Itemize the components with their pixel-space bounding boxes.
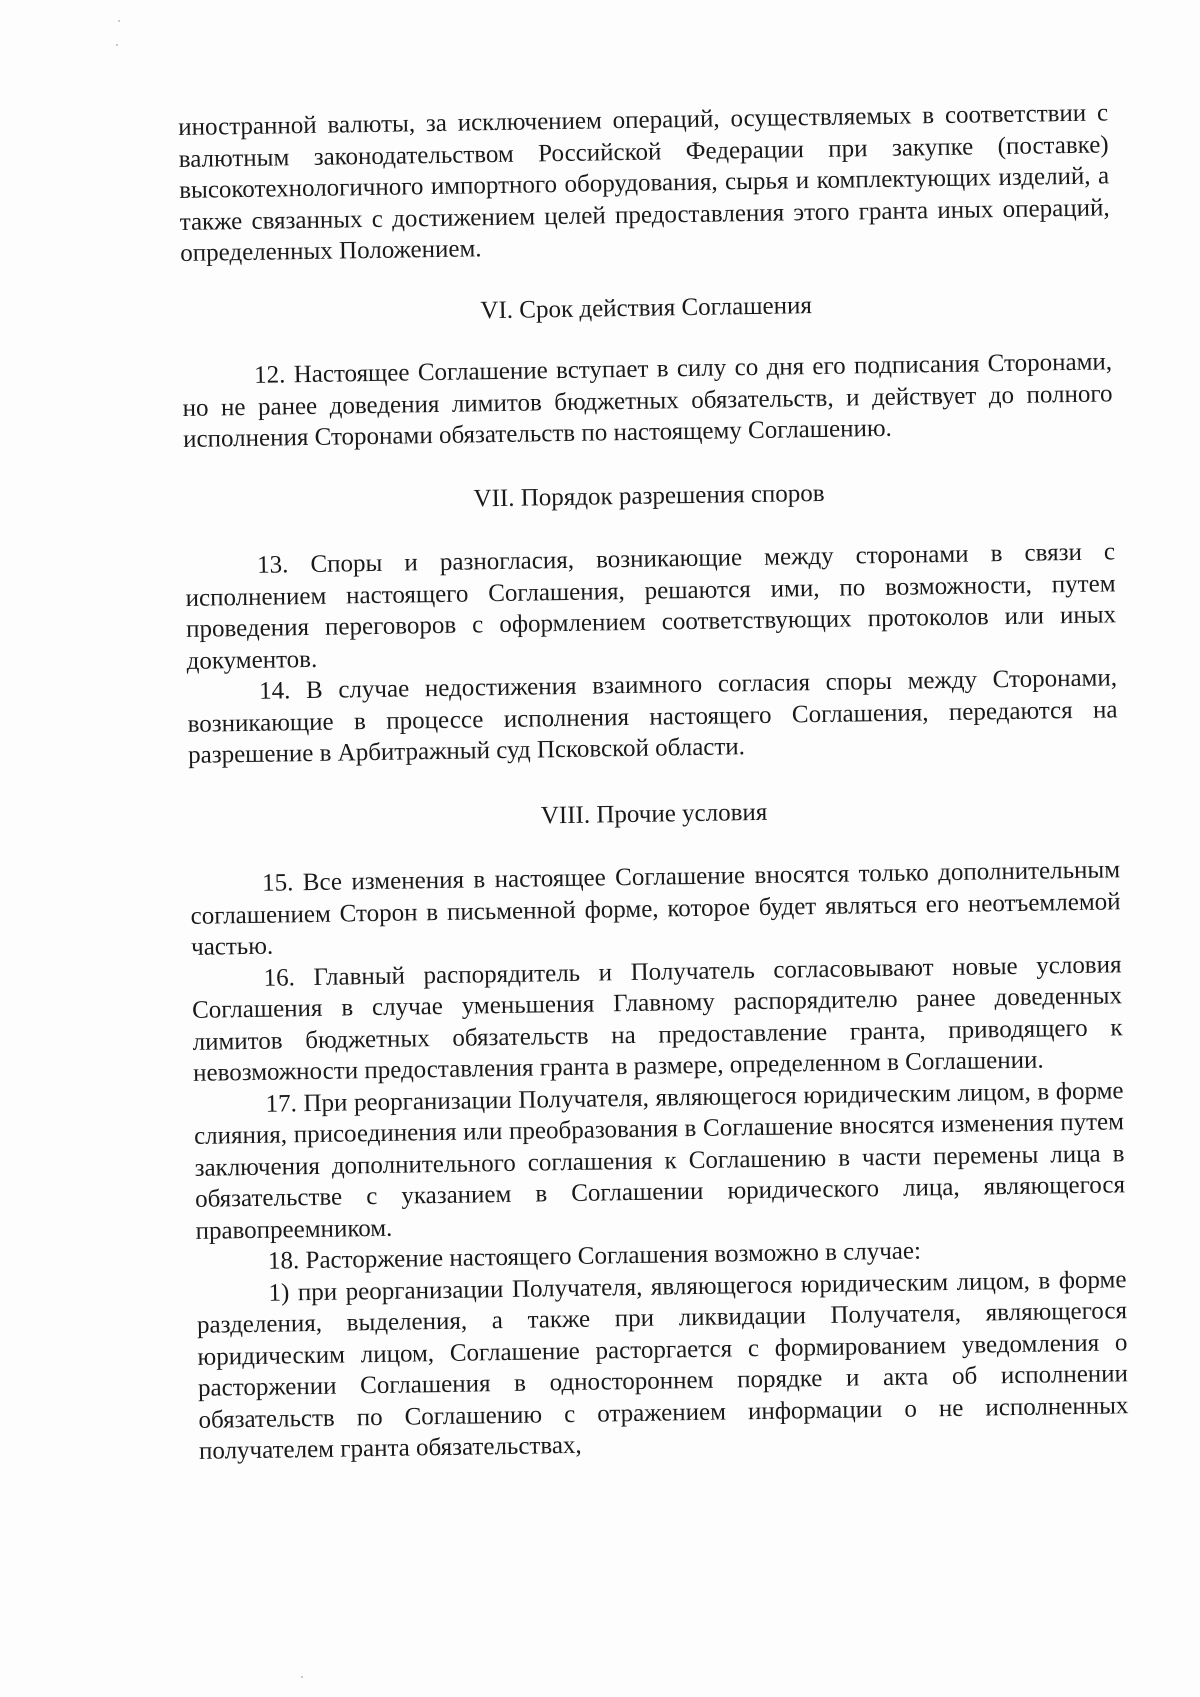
paragraph-15: 15. Все изменения в настоящее Соглашение вносятся только дополнительным соглашением Сторон в письменной форме, которое будет являться его неотъемлемой частью.	[190, 856, 1121, 961]
section-heading-other-terms: VIII. Прочие условия	[540, 798, 768, 829]
paragraph-12: 12. Настоящее Соглашение вступает в силу со дня его подписания Сторонами, но не ранее доведения лимитов бюджетных обязательств, и действует до полного исполнения Сторонами обязательств по настоящему Соглашению.	[182, 348, 1113, 453]
paragraph-16: 16. Главный распорядитель и Получатель согласовывают новые условия Соглашения в случае уменьшения Главному распорядителю ранее доведенных лимитов бюджетных обязательств на предоставление гранта, приводящего к невозможности предоставления гранта в размере, определенном в Соглашении.	[191, 950, 1123, 1087]
paragraph-17: 17. При реорганизации Получателя, являющегося юридическим лицом, в форме слияния, присоединения или преобразования в Соглашение вносятся изменения путем заключения дополнительного соглашения к Соглашению в части перемены лица в обязательстве с указанием в Соглашении юридического лица, являющегося правопреемником.	[193, 1076, 1126, 1245]
scan-speck	[301, 1676, 303, 1678]
section-heading-term: VI. Срок действия Соглашения	[480, 291, 813, 324]
scan-speck	[116, 44, 118, 46]
document-body	[178, 97, 1129, 1467]
scan-speck	[118, 20, 120, 22]
paragraph-13: 13. Споры и разногласия, возникающие между сторонами в связи с исполнением настоящего Соглашения, решаются ими, по возможности, путем проведения переговоров с оформлением соответствующих протоколов или иных документов.	[185, 538, 1117, 675]
paragraph-18-item-1: 1) при реорганизации Получателя, являющегося юридическим лицом, в форме разделения, выделения, а также при ликвидации Получателя, являющегося юридическим лицом, Соглашение расторгается с формированием уведомления о расторжении Соглашения в одностороннем порядке и акта об исполнении обязательств по Соглашению с отражением информации о не исполненных получателем гранта обязательствах,	[196, 1265, 1129, 1465]
paragraph-11-continuation: иностранной валюты, за исключением операций, осуществляемых в соответствии с валютным законодательством Российской Федерации при закупке (поставке) высокотехнологичного импортного оборудования, сырья и комплектующих изделий, а также связанных с достижением целей предоставления этого гранта иных операций, определенных Положением.	[178, 99, 1110, 267]
section-heading-disputes: VII. Порядок разрешения споров	[473, 479, 825, 512]
paragraph-18: 18. Расторжение настоящего Соглашения возможно в случае:	[267, 1237, 922, 1275]
paragraph-14: 14. В случае недостижения взаимного согласия споры между Сторонами, возникающие в процессе исполнения настоящего Соглашения, передаются на разрешение в Арбитражный суд Псковской области.	[187, 664, 1118, 769]
